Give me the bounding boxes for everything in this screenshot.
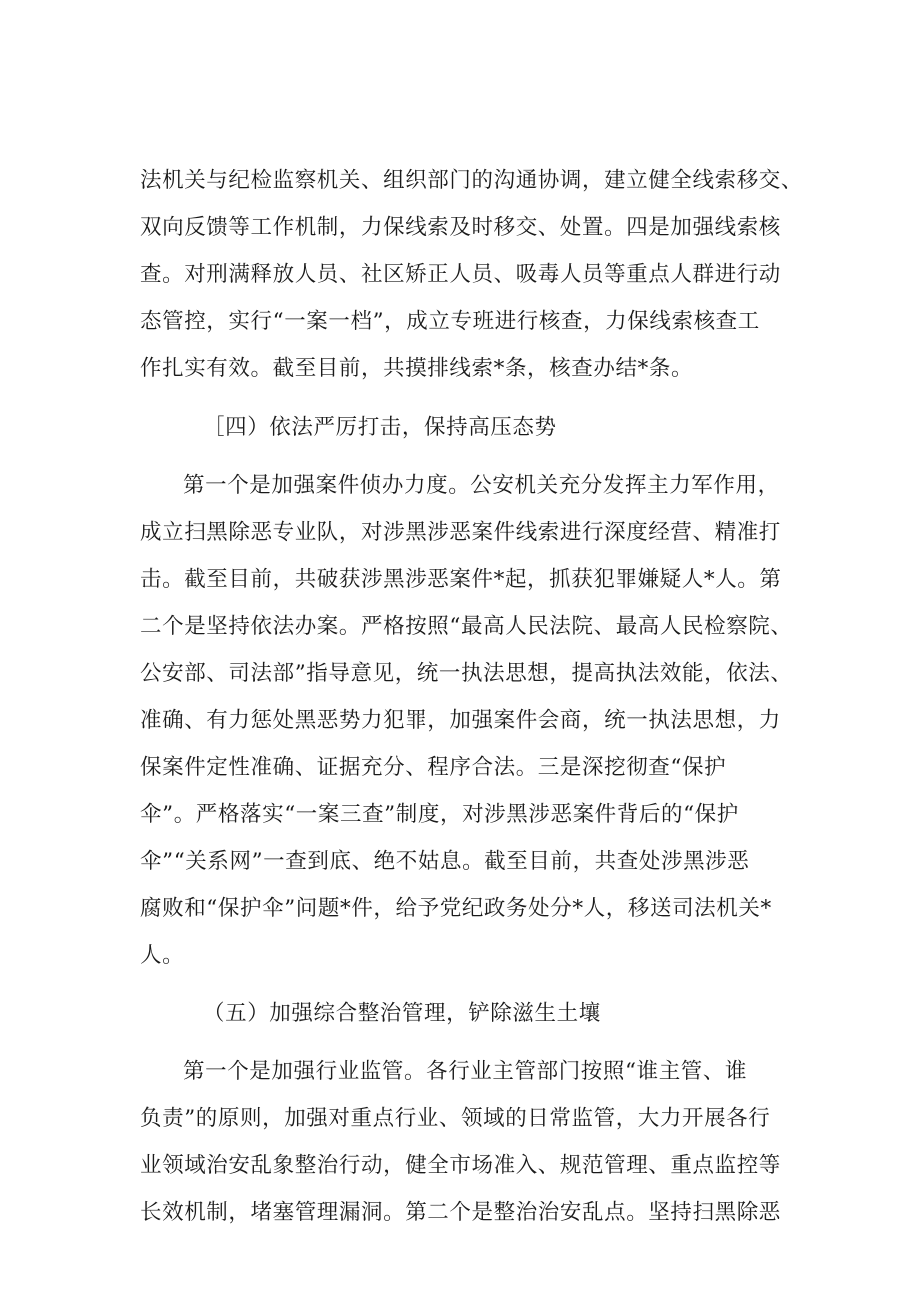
body-text-line: 伞”“关系网”一查到底、绝不姑息。截至目前，共查处涉黑涉恶	[140, 849, 750, 874]
body-text-line: 腐败和“保护伞”问题*件，给予党纪政务处分*人，移送司法机关*	[140, 896, 772, 921]
body-text-line: 第一个是加强行业监管。各行业主管部门按照“谁主管、谁	[183, 1059, 748, 1084]
body-text-line: 法机关与纪检监察机关、组织部门的沟通协调，建立健全线索移交、	[140, 168, 804, 193]
section-heading-4: ［四）依法严厉打击，保持高压态势	[203, 415, 557, 440]
body-text-line: 双向反馈等工作机制，力保线索及时移交、处置。四是加强线索核	[140, 215, 781, 240]
body-text-line: 长效机制，堵塞管理漏洞。第二个是整治治安乱点。坚持扫黑除恶	[140, 1200, 781, 1225]
body-text-line: 查。对刑满释放人员、社区矫正人员、吸毒人员等重点人群进行动	[140, 262, 781, 287]
body-text-line: 击。截至目前，共破获涉黑涉恶案件*起，抓获犯罪嫌疑人*人。第	[140, 567, 782, 592]
section-heading-5: （五）加强综合整治管理，铲除滋生土壤	[203, 1001, 601, 1026]
body-text-line: 负责”的原则，加强对重点行业、领域的日常监管，大力开展各行	[140, 1106, 771, 1131]
body-text-line: 第一个是加强案件侦办力度。公安机关充分发挥主力军作用，	[183, 473, 780, 498]
body-text-line: 准确、有力惩处黑恶势力犯罪，加强案件会商，统一执法思想，力	[140, 708, 781, 733]
body-text-line: 公安部、司法部”指导意见，统一执法思想，提高执法效能，依法、	[140, 661, 793, 686]
body-text-line: 保案件定性准确、证据充分、程序合法。三是深挖彻查“保护	[140, 755, 727, 780]
body-text-line: 态管控，实行“一案一档”，成立专班进行核查，力保线索核查工	[140, 309, 760, 334]
body-text-line: 作扎实有效。截至目前，共摸排线索*条，核查办结*条。	[140, 356, 694, 381]
body-text-line: 人。	[140, 943, 185, 968]
body-text-line: 业领域治安乱象整治行动，健全市场准入、规范管理、重点监控等	[140, 1153, 781, 1178]
body-text-line: 二个是坚持依法办案。严格按照“最高人民法院、最高人民检察院、	[140, 614, 793, 639]
body-text-line: 成立扫黑除恶专业队，对涉黑涉恶案件线索进行深度经营、精准打	[140, 520, 781, 545]
body-text-line: 伞”。严格落实“一案三查”制度，对涉黑涉恶案件背后的“保护	[140, 802, 739, 827]
